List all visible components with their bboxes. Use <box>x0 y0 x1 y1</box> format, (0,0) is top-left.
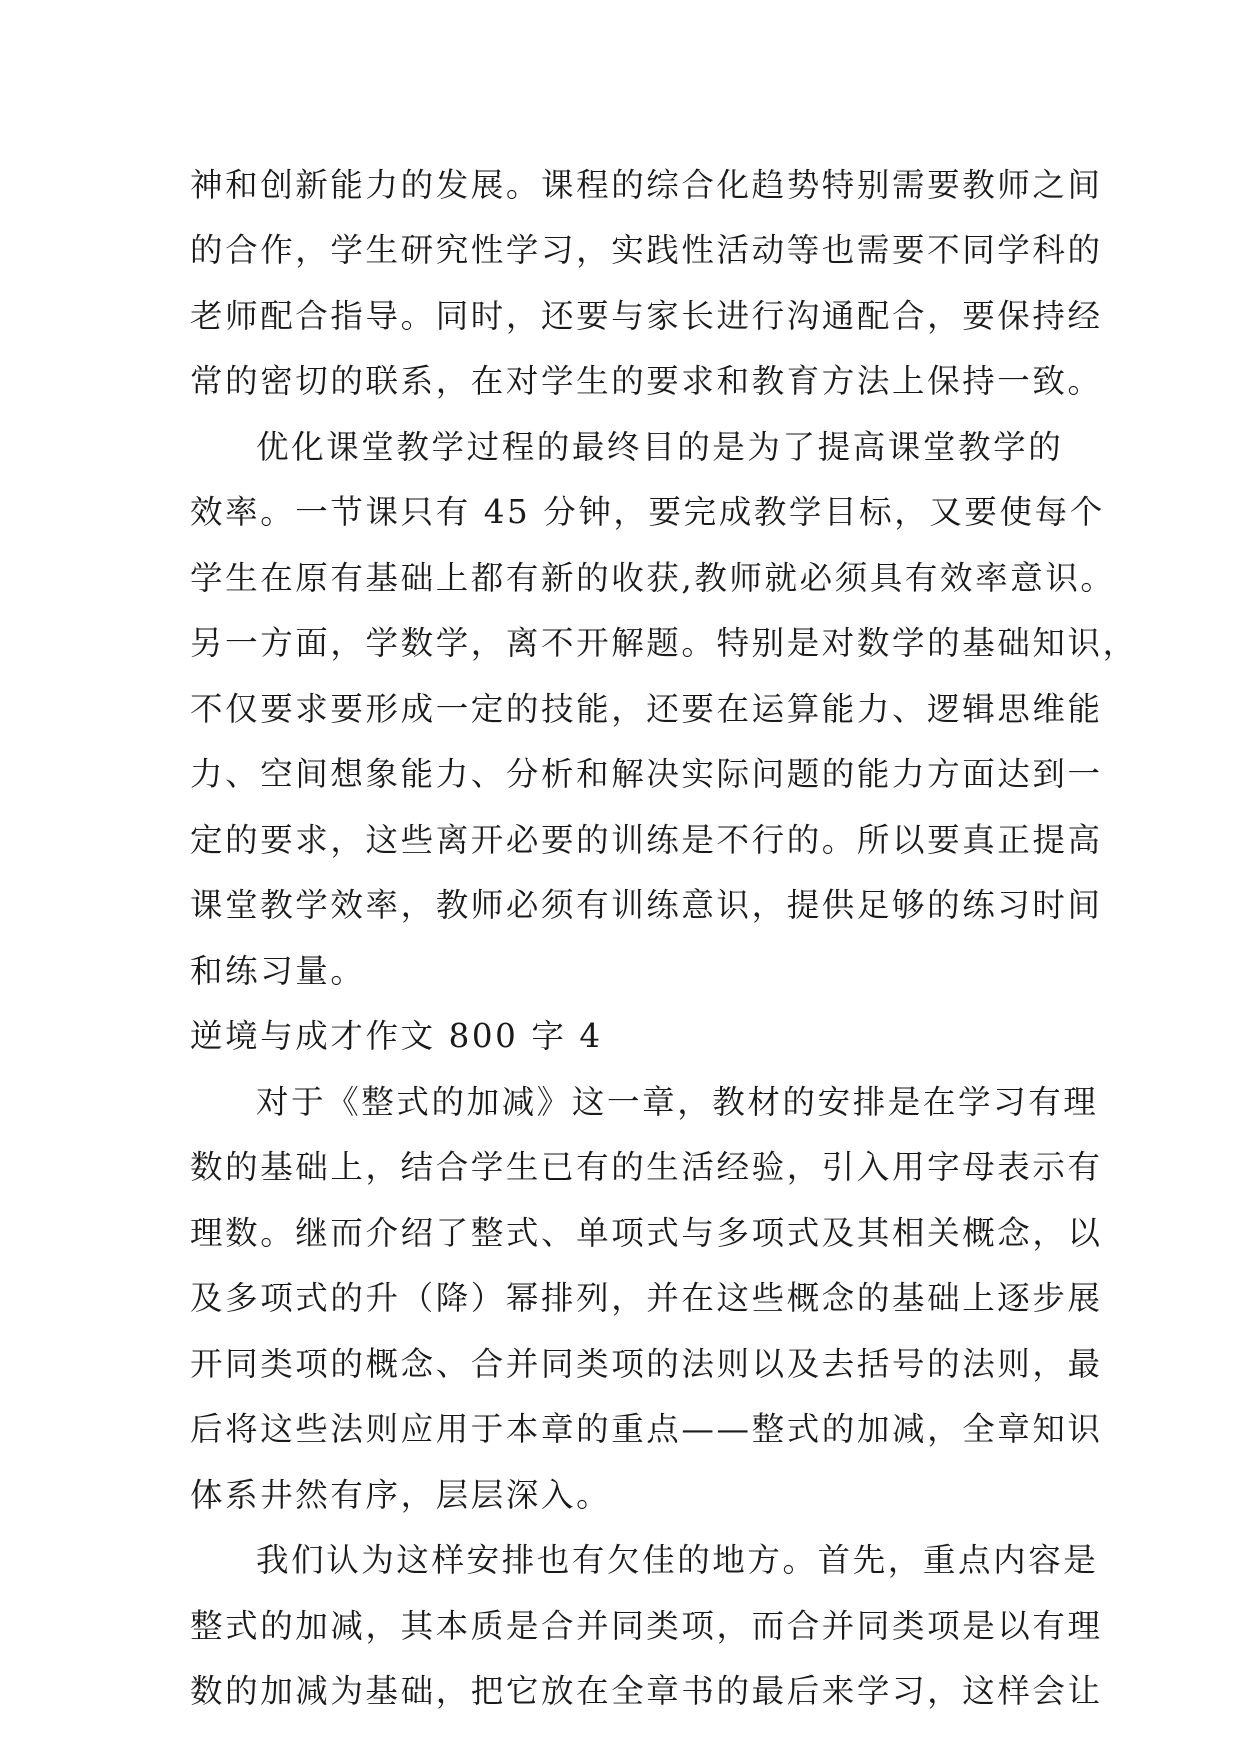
text-line: 课堂教学效率，教师必须有训练意识，提供足够的练习时间 <box>190 886 1103 924</box>
text-line: 神和创新能力的发展。课程的综合化趋势特别需要教师之间 <box>190 166 1103 204</box>
paragraph-first-line: 我们认为这样安排也有欠佳的地方。首先，重点内容是 <box>256 1541 1099 1579</box>
text-line: 理数。继而介绍了整式、单项式与多项式及其相关概念，以 <box>190 1214 1103 1252</box>
text-line: 整式的加减，其本质是合并同类项，而合并同类项是以有理 <box>190 1607 1103 1645</box>
text-line: 常的密切的联系，在对学生的要求和教育方法上保持一致。 <box>190 362 1103 400</box>
paragraph-first-line: 优化课堂教学过程的最终目的是为了提高课堂教学的 <box>256 428 1064 466</box>
text-line: 另一方面，学数学，离不开解题。特别是对数学的基础知识， <box>190 624 1138 662</box>
text-line: 的合作，学生研究性学习，实践性活动等也需要不同学科的 <box>190 231 1103 269</box>
text-line: 老师配合指导。同时，还要与家长进行沟通配合，要保持经 <box>190 297 1103 335</box>
text-line: 数的加减为基础，把它放在全章书的最后来学习，这样会让 <box>190 1672 1103 1710</box>
text-line: 后将这些法则应用于本章的重点——整式的加减，全章知识 <box>190 1410 1103 1448</box>
text-line: 力、空间想象能力、分析和解决实际问题的能力方面达到一 <box>190 755 1103 793</box>
text-line: 效率。一节课只有 45 分钟，要完成教学目标，又要使每个 <box>190 493 1105 531</box>
text-line: 开同类项的概念、合并同类项的法则以及去括号的法则，最 <box>190 1345 1103 1383</box>
text-line: 学生在原有基础上都有新的收获,教师就必须具有效率意识。 <box>190 559 1116 597</box>
text-line: 不仅要求要形成一定的技能，还要在运算能力、逻辑思维能 <box>190 690 1103 728</box>
section-heading: 逆境与成才作文 800 字 4 <box>190 1017 603 1055</box>
text-line: 定的要求，这些离开必要的训练是不行的。所以要真正提高 <box>190 821 1103 859</box>
text-line: 及多项式的升（降）幂排列，并在这些概念的基础上逐步展 <box>190 1279 1103 1317</box>
paragraph-first-line: 对于《整式的加减》这一章，教材的安排是在学习有理 <box>256 1083 1099 1121</box>
text-line: 数的基础上，结合学生已有的生活经验，引入用字母表示有 <box>190 1148 1103 1186</box>
text-line: 体系井然有序，层层深入。 <box>190 1476 612 1514</box>
text-line: 和练习量。 <box>190 952 366 990</box>
